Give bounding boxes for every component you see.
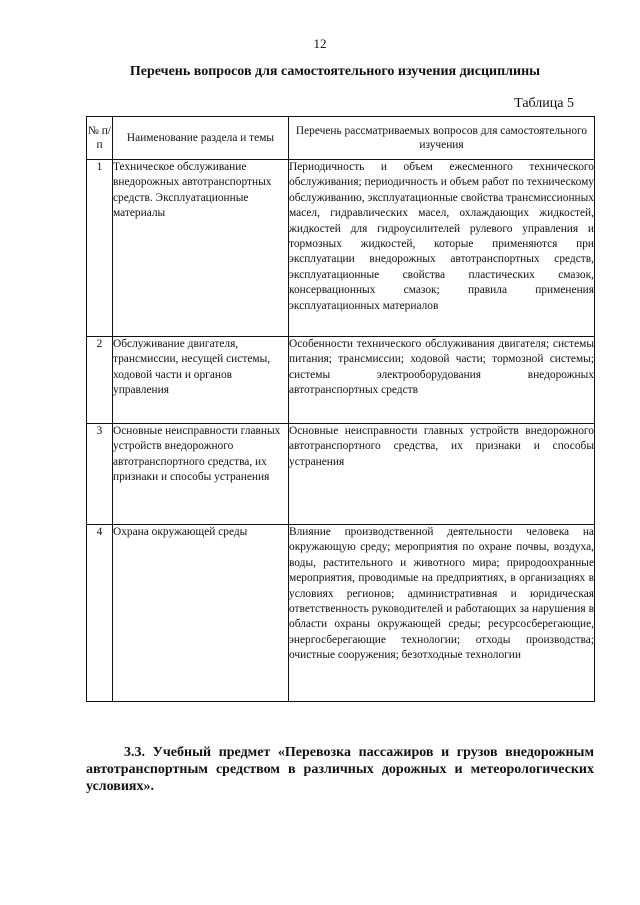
questions-table [86, 116, 595, 702]
section-questions: Особенности технического обслуживания двигателя; системы питания; трансмиссии; ходовой части; тормозной системы; системы электрооборудования внедорожных автотранспортных средств [289, 337, 595, 424]
section-heading: 3.3. Учебный предмет «Перевозка пассажиров и грузов внедорожным автотранспортным средством в различных дорожных и метеорологических условиях». [86, 745, 594, 794]
table-row [87, 424, 595, 525]
table-label: Таблица 5 [514, 96, 574, 111]
row-number: 4 [87, 525, 113, 702]
section-questions: Основные неисправности главных устройств внедорожного автотранспортного средства, их признаки и способы устранения [289, 424, 595, 525]
header-name: Наименование раздела и темы [113, 117, 289, 160]
section-name: Основные неисправности главных устройств внедорожного автотранспортного средства, их признаки и способы устранения [113, 424, 289, 525]
row-number: 3 [87, 424, 113, 525]
section-questions: Периодичность и объем ежесменного технического обслуживания; периодичность и объем работ по техническому обслуживанию, эксплуатационные свойства трансмиссионных масел, гидравлических масел, охлаждающих жидкостей, жидкостей для гидроусилителей рулевого управления и тормозных жидкостей, которые применяются при эксплуатации внедорожных автотранспортных средств, эксплуатационные свойства пластических смазок, консервационных смазок; правила применения эксплуатационных материалов [289, 160, 595, 337]
section-name: Обслуживание двигателя, трансмиссии, несущей системы, ходовой части и органов управления [113, 337, 289, 424]
table-header-row [87, 117, 595, 160]
section-name: Охрана окружающей среды [113, 525, 289, 702]
table-row [87, 160, 595, 337]
row-number: 2 [87, 337, 113, 424]
page-title: Перечень вопросов для самостоятельного изучения дисциплины [129, 64, 541, 79]
section-name: Техническое обслуживание внедорожных автотранспортных средств. Эксплуатационные материалы [113, 160, 289, 337]
row-number: 1 [87, 160, 113, 337]
page-number: 12 [313, 36, 327, 51]
table-row [87, 525, 595, 702]
header-questions: Перечень рассматриваемых вопросов для самостоятельного изучения [289, 117, 595, 160]
section-questions: Влияние производственной деятельности человека на окружающую среду; мероприятия по охране почвы, воздуха, воды, растительного и животного мира; природоохранные мероприятия, проводимые на предприятиях, в организациях в условиях регионов; административная и юридическая ответственность руководителей и работающих за нарушения в области охраны окружающей среды; ресурсосберегающие, энергосберегающие технологии; отходы производства; очистные сооружения; безотходные технологии [289, 525, 595, 702]
table-row [87, 337, 595, 424]
header-num: № п/п [87, 117, 113, 160]
